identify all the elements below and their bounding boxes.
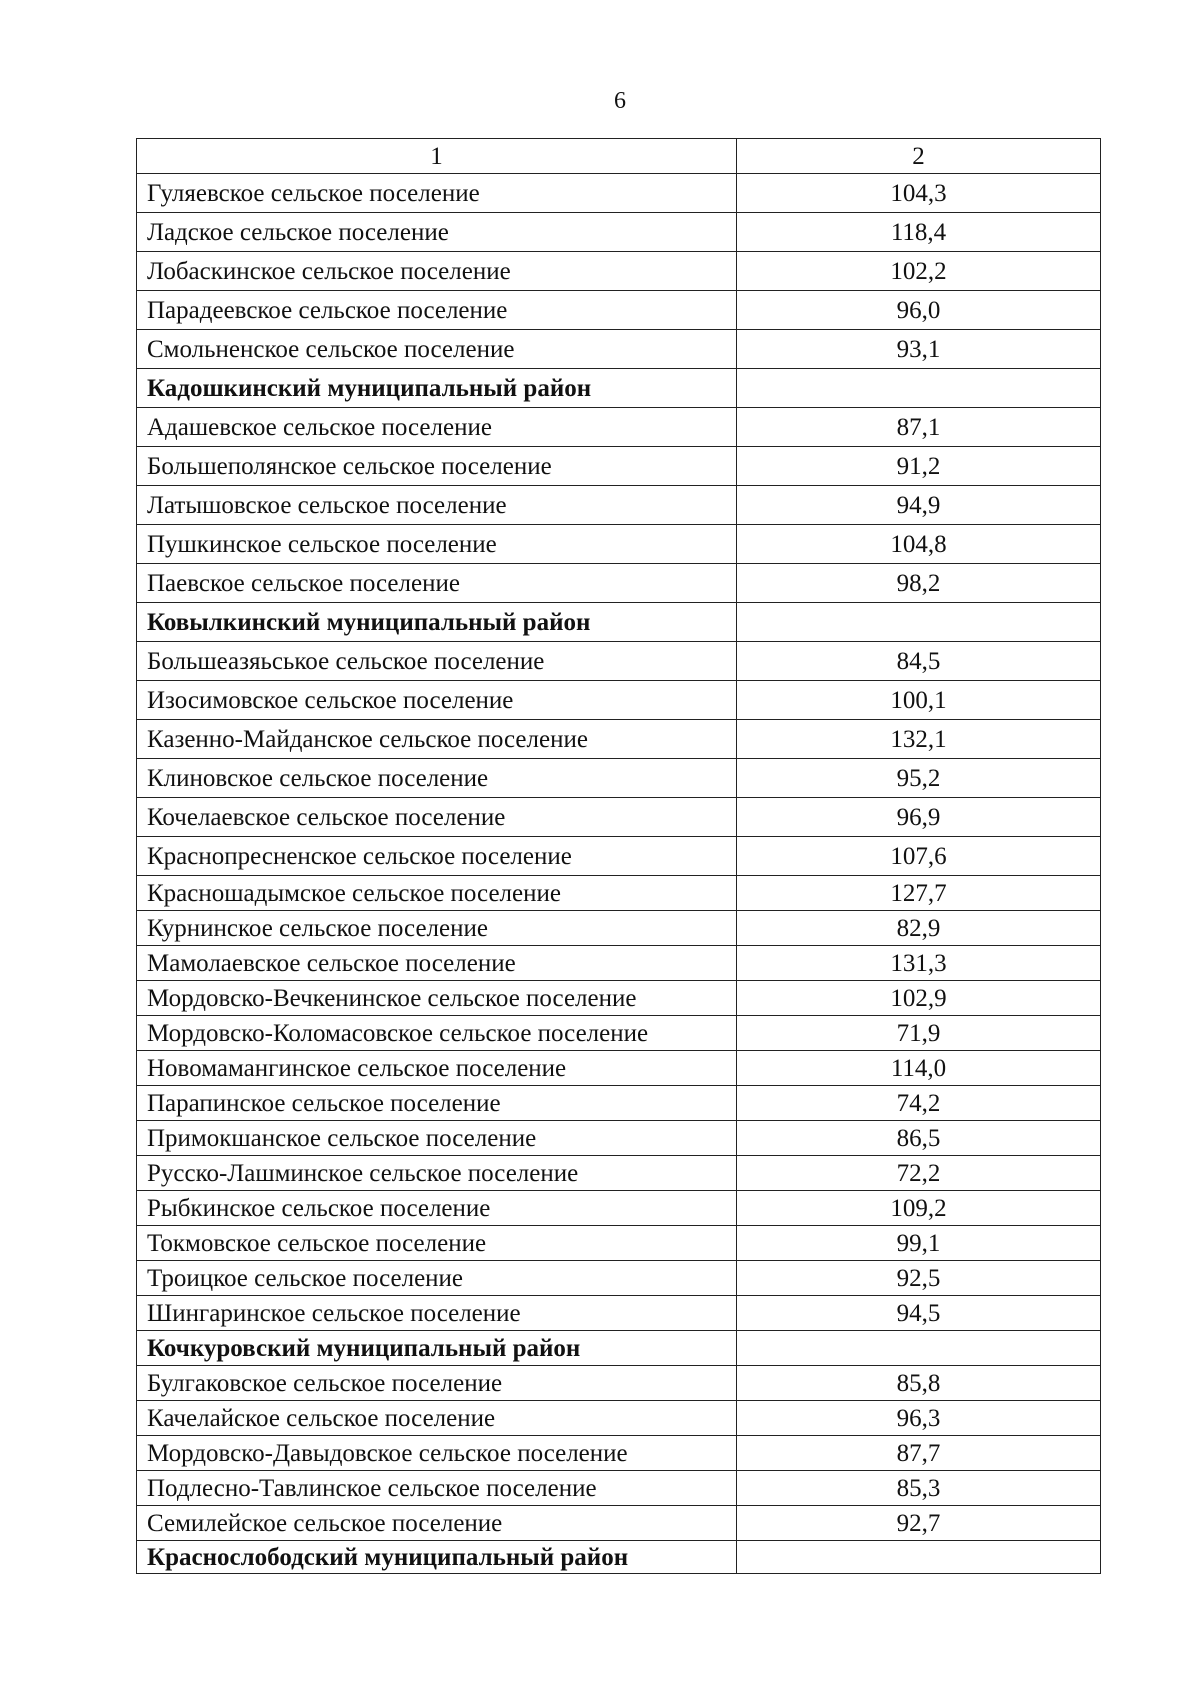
index-value: 99,1 (737, 1226, 1101, 1261)
settlement-name: Русско-Лашминское сельское поселение (137, 1156, 737, 1191)
index-value: 96,3 (737, 1401, 1101, 1436)
table-row (137, 911, 1101, 946)
settlement-name: Парадеевское сельское поселение (137, 291, 737, 330)
index-value: 82,9 (737, 911, 1101, 946)
table-row (137, 1016, 1101, 1051)
settlement-name: Троицкое сельское поселение (137, 1261, 737, 1296)
index-value: 114,0 (737, 1051, 1101, 1086)
settlement-name: Курнинское сельское поселение (137, 911, 737, 946)
table-row (137, 642, 1101, 681)
settlement-name: Смольненское сельское поселение (137, 330, 737, 369)
table-row (137, 1436, 1101, 1471)
table-row (137, 291, 1101, 330)
settlement-name: Качелайское сельское поселение (137, 1401, 737, 1436)
index-value: 94,9 (737, 486, 1101, 525)
table-row (137, 798, 1101, 837)
settlement-name: Рыбкинское сельское поселение (137, 1191, 737, 1226)
header-col-2: 2 (737, 139, 1101, 174)
settlement-name: Новомамангинское сельское поселение (137, 1051, 737, 1086)
table-row (137, 1366, 1101, 1401)
settlement-name: Большеполянское сельское поселение (137, 447, 737, 486)
index-value: 86,5 (737, 1121, 1101, 1156)
table-row (137, 213, 1101, 252)
settlement-name: Мордовско-Давыдовское сельское поселение (137, 1436, 737, 1471)
header-col-1: 1 (137, 139, 737, 174)
index-value: 104,8 (737, 525, 1101, 564)
table-row (137, 720, 1101, 759)
settlement-name: Пушкинское сельское поселение (137, 525, 737, 564)
index-value: 118,4 (737, 213, 1101, 252)
settlement-name: Паевское сельское поселение (137, 564, 737, 603)
settlement-name: Большеазяьськое сельское поселение (137, 642, 737, 681)
settlement-name: Булгаковское сельское поселение (137, 1366, 737, 1401)
settlement-name: Примокшанское сельское поселение (137, 1121, 737, 1156)
index-value: 107,6 (737, 837, 1101, 876)
data-table (136, 138, 1101, 1574)
index-value (737, 1541, 1101, 1574)
table-row (137, 1051, 1101, 1086)
index-value: 94,5 (737, 1296, 1101, 1331)
index-value (737, 603, 1101, 642)
index-value: 72,2 (737, 1156, 1101, 1191)
index-value: 102,9 (737, 981, 1101, 1016)
district-row (137, 603, 1101, 642)
settlement-name: Латышовское сельское поселение (137, 486, 737, 525)
table-row (137, 1191, 1101, 1226)
table-row (137, 1401, 1101, 1436)
table-row (137, 1086, 1101, 1121)
index-value: 84,5 (737, 642, 1101, 681)
table-row (137, 408, 1101, 447)
district-name: Кочкуровский муниципальный район (137, 1331, 737, 1366)
index-value: 92,7 (737, 1506, 1101, 1541)
settlement-name: Кочелаевское сельское поселение (137, 798, 737, 837)
settlement-name: Гуляевское сельское поселение (137, 174, 737, 213)
table-row (137, 330, 1101, 369)
district-row (137, 1541, 1101, 1574)
district-name: Ковылкинский муниципальный район (137, 603, 737, 642)
table-row (137, 681, 1101, 720)
table-row (137, 1471, 1101, 1506)
index-value: 91,2 (737, 447, 1101, 486)
table-row (137, 1156, 1101, 1191)
settlement-name: Подлесно-Тавлинское сельское поселение (137, 1471, 737, 1506)
table-row (137, 876, 1101, 911)
index-value: 95,2 (737, 759, 1101, 798)
settlement-name: Токмовское сельское поселение (137, 1226, 737, 1261)
settlement-name: Клиновское сельское поселение (137, 759, 737, 798)
settlement-name: Адашевское сельское поселение (137, 408, 737, 447)
index-value: 96,0 (737, 291, 1101, 330)
settlement-name: Мамолаевское сельское поселение (137, 946, 737, 981)
table-row (137, 486, 1101, 525)
index-value: 87,1 (737, 408, 1101, 447)
table-row (137, 525, 1101, 564)
settlement-name: Мордовско-Вечкенинское сельское поселение (137, 981, 737, 1016)
index-value: 100,1 (737, 681, 1101, 720)
district-row (137, 1331, 1101, 1366)
table-row (137, 837, 1101, 876)
index-value: 127,7 (737, 876, 1101, 911)
table-row (137, 564, 1101, 603)
table-row (137, 1121, 1101, 1156)
index-value: 71,9 (737, 1016, 1101, 1051)
table-header-row (137, 139, 1101, 174)
settlement-name: Ладское сельское поселение (137, 213, 737, 252)
settlement-name: Парапинское сельское поселение (137, 1086, 737, 1121)
settlement-name: Семилейское сельское поселение (137, 1506, 737, 1541)
settlement-name: Шингаринское сельское поселение (137, 1296, 737, 1331)
table-row (137, 252, 1101, 291)
index-value: 104,3 (737, 174, 1101, 213)
table-row (137, 1261, 1101, 1296)
index-value: 131,3 (737, 946, 1101, 981)
table-row (137, 759, 1101, 798)
index-value: 102,2 (737, 252, 1101, 291)
index-value (737, 369, 1101, 408)
index-value: 87,7 (737, 1436, 1101, 1471)
district-name: Кадошкинский муниципальный район (137, 369, 737, 408)
table-row (137, 1506, 1101, 1541)
table-row (137, 1296, 1101, 1331)
index-value: 98,2 (737, 564, 1101, 603)
table-row (137, 981, 1101, 1016)
index-value: 109,2 (737, 1191, 1101, 1226)
table-row (137, 447, 1101, 486)
index-value: 132,1 (737, 720, 1101, 759)
index-value: 85,8 (737, 1366, 1101, 1401)
settlement-name: Лобаскинское сельское поселение (137, 252, 737, 291)
district-name: Краснослободский муниципальный район (137, 1541, 737, 1574)
table-row (137, 174, 1101, 213)
index-value: 93,1 (737, 330, 1101, 369)
settlement-name: Казенно-Майданское сельское поселение (137, 720, 737, 759)
table-row (137, 1226, 1101, 1261)
settlement-name: Мордовско-Коломасовское сельское поселение (137, 1016, 737, 1051)
index-value: 96,9 (737, 798, 1101, 837)
settlement-name: Красношадымское сельское поселение (137, 876, 737, 911)
settlement-name: Изосимовское сельское поселение (137, 681, 737, 720)
index-value: 85,3 (737, 1471, 1101, 1506)
table-row (137, 946, 1101, 981)
index-value: 74,2 (737, 1086, 1101, 1121)
page-number: 6 (614, 88, 626, 114)
settlement-name: Краснопресненское сельское поселение (137, 837, 737, 876)
index-value: 92,5 (737, 1261, 1101, 1296)
index-value (737, 1331, 1101, 1366)
district-row (137, 369, 1101, 408)
